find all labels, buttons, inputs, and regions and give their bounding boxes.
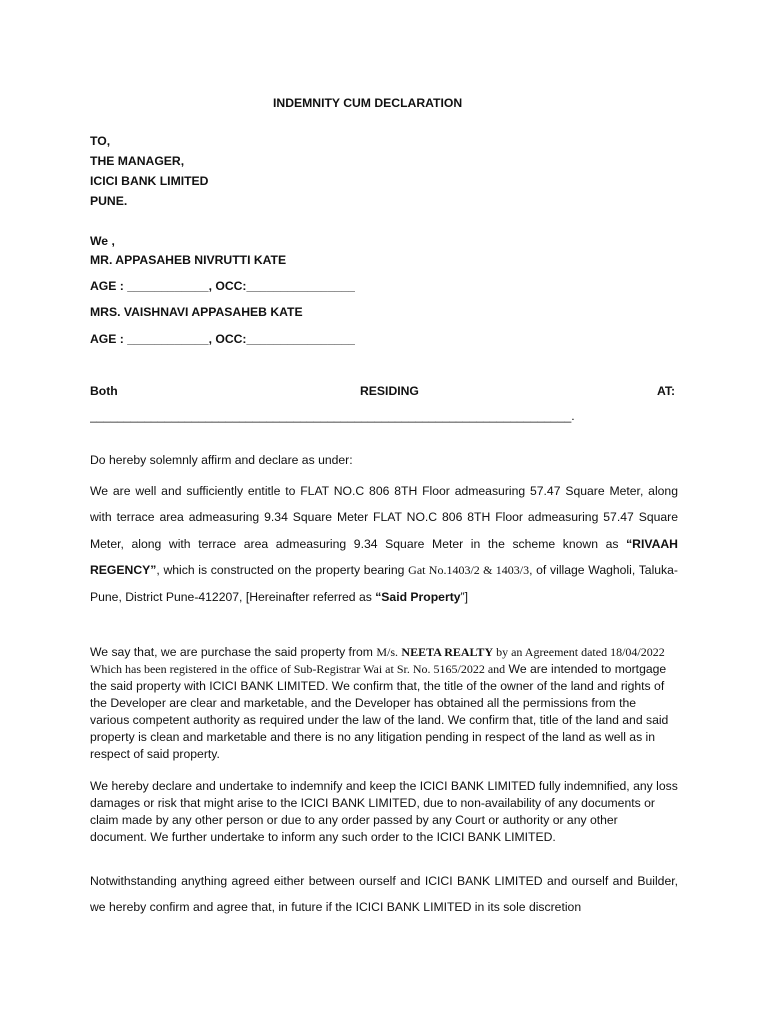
residing-at: AT: bbox=[657, 384, 676, 398]
purchase-text-1: We say that, we are purchase the said property from bbox=[90, 645, 377, 659]
property-text-4: ”] bbox=[460, 589, 468, 604]
notwithstanding-paragraph: Notwithstanding anything agreed either between ourself and ICICI BANK LIMITED and ourself and Builder, we hereby confirm and agree that, in future if the ICICI BANK LIMITED in its sole discretion bbox=[90, 874, 678, 915]
developer-name: NEETA REALTY bbox=[401, 645, 494, 659]
indemnity-paragraph: We hereby declare and undertake to indemnify and keep the ICICI BANK LIMITED fully indemnified, any loss damages or risk that might arise to the ICICI BANK LIMITED, due to non-availability of any documents or claim made by any other person or due to any order passed by any Court or authority or any other document. We further undertake to inform any such order to the ICICI BANK LIMITED. bbox=[90, 779, 678, 844]
agreement-details: by an Agreement dated 18/04/2022 Which has been registered in the office of Sub-Registrar Wai at Sr. No. 5165/2022 and bbox=[90, 645, 665, 676]
document-title: INDEMNITY CUM DECLARATION bbox=[273, 96, 463, 110]
purchase-text-2: We are intended to mortgage the said property with ICICI BANK LIMITED. We confirm that, the title of the owner of the land and rights of the Developer are clear and marketable, and the Developer has obtained all the permissions from the various competent authority as required under the law of the land. We confirm that, title of the land and said property is clean and marketable and there is no any litigation pending in respect of the land as well as in respect of said property. bbox=[90, 662, 669, 761]
ms-prefix: M/s. bbox=[376, 645, 399, 659]
address-city: PUNE. bbox=[90, 194, 128, 208]
parties-we: We , bbox=[90, 234, 115, 248]
party1-name: MR. APPASAHEB NIVRUTTI KATE bbox=[90, 253, 287, 267]
project-name: “RIVAAH REGENCY” bbox=[90, 536, 678, 578]
party1-age-occupation: AGE : ____________, OCC:________________ bbox=[90, 279, 355, 293]
property-text-3: , of village Wagholi, Taluka- Pune, District Pune-412207, [Hereinafter referred as bbox=[90, 563, 678, 604]
gat-number: Gat No.1403/2 & 1403/3 bbox=[408, 563, 530, 578]
residing-label: RESIDING bbox=[360, 384, 419, 398]
property-paragraph bbox=[90, 478, 678, 610]
residing-address-blank: _______________________________________________________________________. bbox=[90, 409, 575, 423]
party2-name: MRS. VAISHNAVI APPASAHEB KATE bbox=[90, 305, 303, 319]
declaration-intro: Do hereby solemnly affirm and declare as under: bbox=[90, 453, 353, 467]
address-to: TO, bbox=[90, 134, 111, 148]
party2-age-occupation: AGE : ____________, OCC:________________ bbox=[90, 332, 355, 346]
purchase-paragraph bbox=[90, 644, 678, 763]
said-property-term: “Said Property bbox=[375, 589, 461, 604]
property-text-2: , which is constructed on the property bearing bbox=[156, 563, 409, 578]
property-text-1: We are well and sufficiently entitle to FLAT NO.C 806 8TH Floor admeasuring 57.47 Square Meter, along with terrace area admeasuring 9.34 Square Meter FLAT NO.C 806 8TH Floor admeasuring 57.47 Square Meter, along with terrace area admeasuring 9.34 Square Meter in the scheme known as bbox=[90, 484, 678, 551]
residing-both: Both bbox=[90, 384, 118, 398]
address-bank: ICICI BANK LIMITED bbox=[90, 174, 209, 188]
address-manager: THE MANAGER, bbox=[90, 154, 185, 168]
